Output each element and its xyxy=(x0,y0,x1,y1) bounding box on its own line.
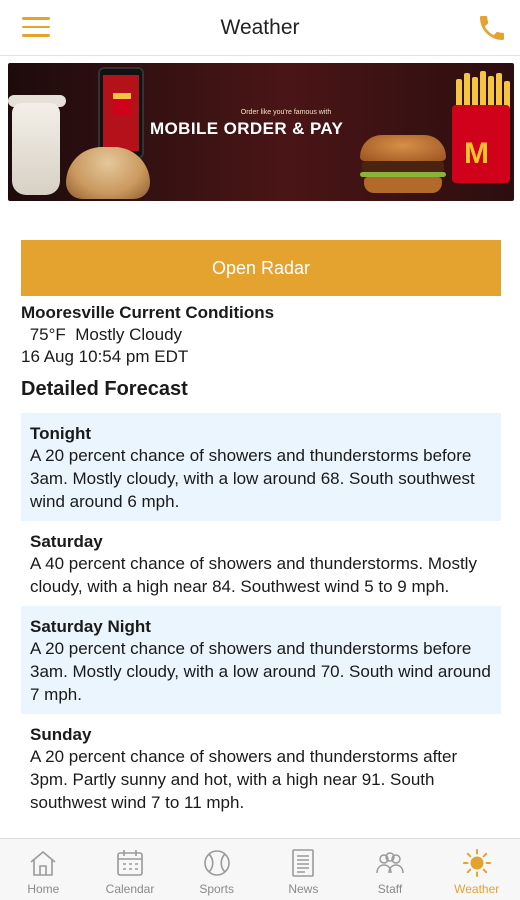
ad-banner[interactable] xyxy=(8,63,514,201)
forecast-period xyxy=(21,714,501,822)
banner-headline: MOBILE ORDER & PAY xyxy=(150,119,344,138)
newspaper-icon xyxy=(287,847,319,879)
forecast-period xyxy=(21,413,501,521)
conditions-location-title: Mooresville Current Conditions xyxy=(21,303,275,322)
tab-label: Calendar xyxy=(105,882,155,896)
current-conditions xyxy=(21,302,501,368)
detailed-forecast-heading: Detailed Forecast xyxy=(21,378,188,400)
current-temperature-summary: 75°F Mostly Cloudy xyxy=(25,325,183,344)
tab-calendar[interactable] xyxy=(87,839,174,900)
tab-staff[interactable] xyxy=(347,839,434,900)
calendar-icon xyxy=(114,847,146,879)
open-radar-button[interactable]: Open Radar xyxy=(21,240,501,296)
page-title: Weather xyxy=(220,15,300,39)
banner-tagline: Order like you're famous with xyxy=(240,109,332,116)
coffee-cup-graphic xyxy=(12,103,60,195)
forecast-period-description: A 20 percent chance of showers and thunderstorms after 3pm. Partly sunny and hot, with a high near 91. South southwest wind 7 to 11 mph. xyxy=(30,747,458,812)
brand-logo: M xyxy=(464,137,489,170)
hamburger-menu-icon[interactable] xyxy=(22,17,50,39)
fries-box-graphic xyxy=(452,105,510,183)
tab-weather[interactable] xyxy=(433,839,520,900)
tab-label: Staff xyxy=(377,882,403,896)
forecast-period-name: Saturday xyxy=(30,532,103,551)
bottom-tab-bar xyxy=(0,838,520,900)
tab-sports[interactable] xyxy=(173,839,260,900)
forecast-period-description: A 20 percent chance of showers and thunderstorms before 3am. Mostly cloudy, with a low around 68. South southwest wind around 6 mph. xyxy=(30,446,475,511)
tab-label: Home xyxy=(27,882,60,896)
forecast-period-name: Sunday xyxy=(30,725,92,744)
tab-label: Sports xyxy=(199,882,235,896)
tab-news[interactable] xyxy=(260,839,347,900)
tab-home[interactable] xyxy=(0,839,87,900)
staff-people-icon xyxy=(374,847,406,879)
tab-label: Weather xyxy=(454,882,500,896)
forecast-period xyxy=(21,606,501,714)
app-header xyxy=(0,0,520,56)
forecast-period xyxy=(21,521,501,606)
baseball-icon xyxy=(201,847,233,879)
conditions-timestamp: 16 Aug 10:54 pm EDT xyxy=(21,347,189,366)
muffin-graphic xyxy=(66,147,150,199)
forecast-list xyxy=(21,413,501,822)
forecast-period-description: A 20 percent chance of showers and thunderstorms before 3am. Mostly cloudy, with a low around 70. South wind around 7 mph. xyxy=(30,639,491,704)
home-icon xyxy=(27,847,59,879)
forecast-period-name: Tonight xyxy=(30,424,92,443)
tab-label: News xyxy=(288,882,319,896)
phone-icon[interactable] xyxy=(476,12,508,44)
sun-icon xyxy=(461,847,493,879)
forecast-period-name: Saturday Night xyxy=(30,617,151,636)
burger-graphic xyxy=(360,135,446,195)
small-fries-graphic xyxy=(113,93,131,115)
forecast-period-description: A 40 percent chance of showers and thunderstorms. Mostly cloudy, with a high near 84. Southwest wind 5 to 9 mph. xyxy=(30,554,477,596)
